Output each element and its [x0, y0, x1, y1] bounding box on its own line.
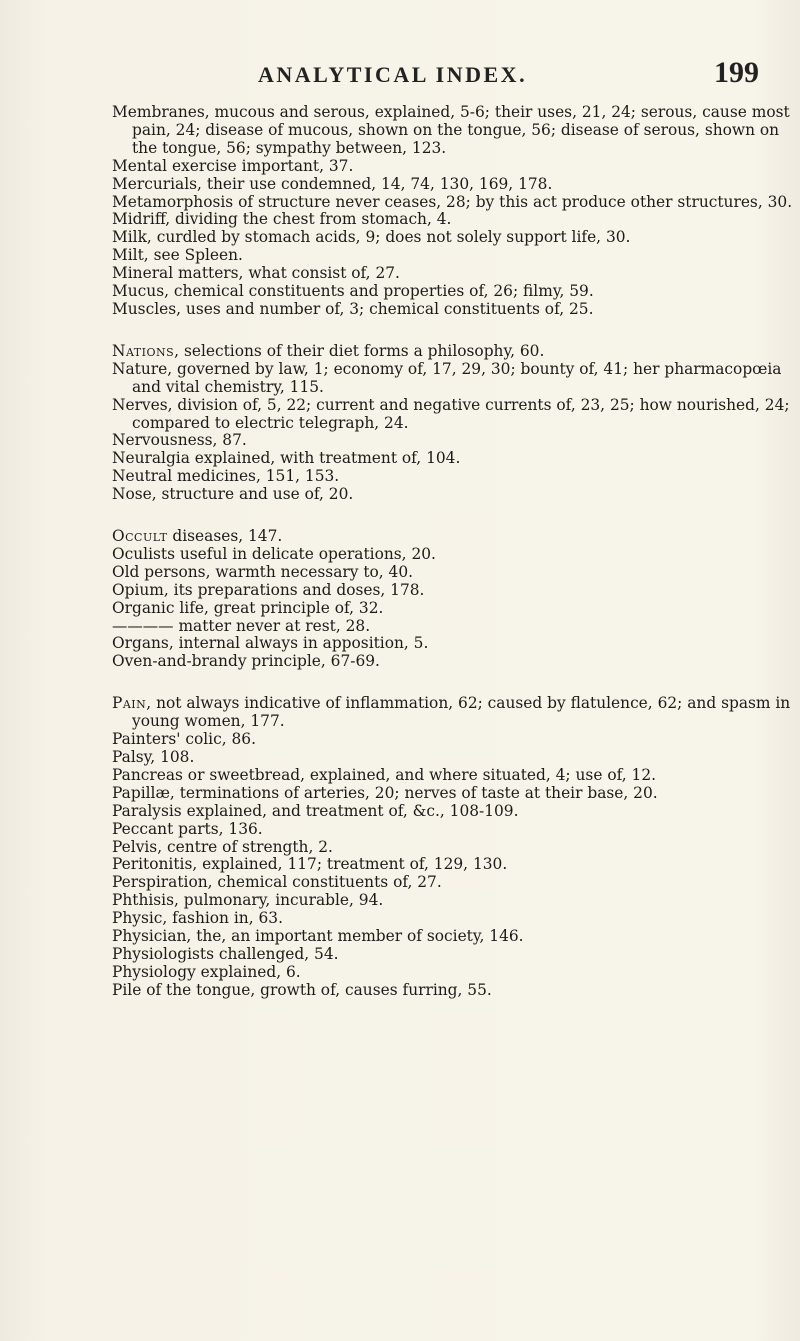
- entry-text: , selections of their diet forms a philosophy, 60.: [174, 341, 545, 360]
- index-entry: Milt, see Spleen.: [112, 246, 243, 265]
- index-group-m: [112, 104, 800, 319]
- index-entry: Opium, its preparations and doses, 178.: [112, 580, 425, 599]
- index-entry: Perspiration, chemical constituents of, 27.: [112, 873, 442, 892]
- index-entry: Painters' colic, 86.: [112, 730, 256, 749]
- index-entry: Old persons, warmth necessary to, 40.: [112, 562, 414, 581]
- index-entry: Nature, governed by law, 1; economy of, 17, 29, 30; bounty of, 41; her pharmacopœia and vital chemistry, 115.: [112, 359, 782, 396]
- index-entry: Organic life, great principle of, 32.: [112, 598, 384, 617]
- index-entry: [112, 695, 800, 731]
- index-entry: Nose, structure and use of, 20.: [112, 485, 354, 504]
- index-entry: Palsy, 108.: [112, 748, 195, 766]
- index-entry: Peritonitis, explained, 117; treatment of, 129, 130.: [112, 855, 508, 874]
- index-entry: Muscles, uses and number of, 3; chemical constituents of, 25.: [112, 299, 594, 318]
- index-entry: Midriff, dividing the chest from stomach, 4.: [112, 210, 452, 229]
- index-entry: Nervousness, 87.: [112, 431, 247, 450]
- index-entry: Oculists useful in delicate operations, 20.: [112, 544, 436, 563]
- index-entry: Peccant parts, 136.: [112, 819, 263, 838]
- index-entry: [112, 343, 800, 361]
- section-lead-word: Pain: [112, 694, 147, 713]
- index-entry: Physic, fashion in, 63.: [112, 909, 283, 928]
- index-entry: Phthisis, pulmonary, incurable, 94.: [112, 891, 384, 910]
- index-entry: Milk, curdled by stomach acids, 9; does not solely support life, 30.: [112, 228, 631, 247]
- page-header: [0, 56, 800, 92]
- index-entry: Mucus, chemical constituents and properties of, 26; filmy, 59.: [112, 282, 594, 301]
- index-entry: Nerves, division of, 5, 22; current and negative currents of, 23, 25; how nourished, 24; compared to electric telegraph, 24.: [112, 395, 790, 432]
- index-group-n: [112, 343, 800, 504]
- index-entry: Paralysis explained, and treatment of, &c., 108-109.: [112, 801, 519, 820]
- index-entry: Pelvis, centre of strength, 2.: [112, 837, 333, 856]
- index-entry: Mineral matters, what consist of, 27.: [112, 264, 400, 283]
- entry-text: diseases, 147.: [167, 527, 283, 546]
- index-entry: Physician, the, an important member of society, 146.: [112, 927, 524, 946]
- section-lead-word: Occult: [112, 527, 168, 546]
- index-entry: Pile of the tongue, growth of, causes furring, 55.: [112, 980, 492, 999]
- index-entry: ———— matter never at rest, 28.: [112, 616, 371, 635]
- index-entry: Papillæ, terminations of arteries, 20; nerves of taste at their base, 20.: [112, 783, 658, 802]
- index-body: [112, 104, 800, 1024]
- index-entry: Physiology explained, 6.: [112, 962, 301, 981]
- index-group-p: [112, 695, 800, 999]
- index-entry: Oven-and-brandy principle, 67-69.: [112, 652, 380, 671]
- index-entry: Organs, internal always in apposition, 5.: [112, 634, 429, 653]
- index-entry: [112, 528, 800, 546]
- index-group-o: [112, 528, 800, 671]
- index-entry: Membranes, mucous and serous, explained, 5-6; their uses, 21, 24; serous, cause most pain, 24; disease of mucous, shown on the tongue, 56; disease of serous, shown on the tongue, 56; sympathy between, 123.: [112, 103, 790, 157]
- section-lead-word: Nations: [112, 341, 175, 360]
- index-entry: Neutral medicines, 151, 153.: [112, 467, 340, 486]
- running-title: ANALYTICAL INDEX.: [258, 62, 528, 87]
- index-entry: Mental exercise important, 37.: [112, 156, 354, 175]
- index-entry: Mercurials, their use condemned, 14, 74, 130, 169, 178.: [112, 174, 553, 193]
- entry-text: , not always indicative of inflammation, 62; caused by flatulence, 62; and spasm in young women, 177.: [132, 694, 791, 731]
- index-entry: Pancreas or sweetbread, explained, and where situated, 4; use of, 12.: [112, 765, 656, 784]
- index-entry: Neuralgia explained, with treatment of, 104.: [112, 449, 461, 468]
- page-number: 199: [714, 56, 759, 89]
- index-entry: Physiologists challenged, 54.: [112, 944, 339, 963]
- index-entry: Metamorphosis of structure never ceases, 28; by this act produce other structures, 30.: [112, 192, 793, 211]
